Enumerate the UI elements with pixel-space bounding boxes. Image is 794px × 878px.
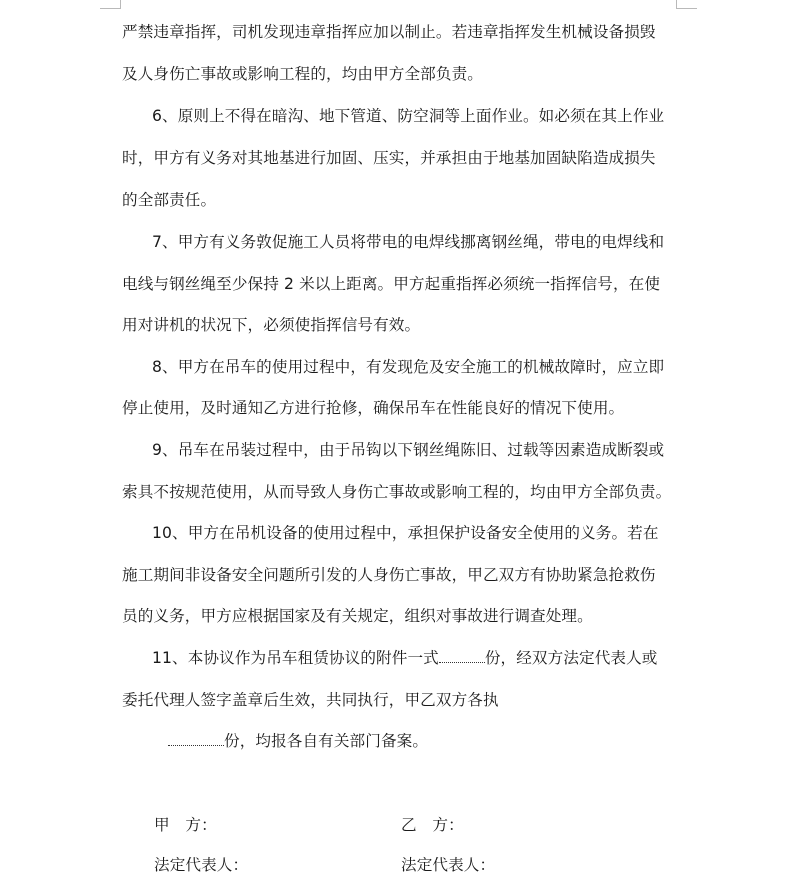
text-line: 8、甲方在吊车的使用过程中，有发现危及安全施工的机械故障时，应立即	[152, 358, 665, 376]
text-line: 停止使用，及时通知乙方进行抢修，确保吊车在性能良好的情况下使用。	[122, 399, 625, 417]
text-line: 6、原则上不得在暗沟、地下管道、防空洞等上面作业。如必须在其上作业	[152, 107, 665, 125]
clause-11-text-start: 11、本协议作为吊车租赁协议的附件一式	[152, 649, 439, 667]
legal-representative-a-label: 法定代表人：	[154, 856, 249, 874]
party-a-label: 甲 方：	[154, 816, 217, 834]
text-line: 施工期间非设备安全问题所引发的人身伤亡事故，甲乙双方有协助紧急抢救伤	[122, 566, 656, 584]
text-line: 时，甲方有义务对其地基进行加固、压实，并承担由于地基加固缺陷造成损失	[122, 149, 656, 167]
text-line: 7、甲方有义务敦促施工人员将带电的电焊线挪离钢丝绳，带电的电焊线和	[152, 233, 665, 251]
page-corner-mark-right	[676, 0, 697, 9]
text-line: 委托代理人签字盖章后生效，共同执行，甲乙双方各执	[122, 691, 499, 709]
text-line: 索具不按规范使用，从而导致人身伤亡事故或影响工程的，均由甲方全部负责。	[122, 483, 672, 501]
page-corner-mark-left	[100, 0, 121, 9]
clause-11-line-3	[168, 731, 428, 751]
clause-11-line	[152, 648, 657, 668]
text-line: 的全部责任。	[122, 191, 217, 209]
copies-blank	[439, 648, 485, 663]
text-line: 10、甲方在吊机设备的使用过程中，承担保护设备安全使用的义务。若在	[152, 524, 659, 542]
clause-11-text-end: 份，经双方法定代表人或	[484, 649, 658, 667]
text-line: 用对讲机的状况下，必须使指挥信号有效。	[122, 316, 421, 334]
copies-each-blank	[168, 731, 224, 746]
text-line: 员的义务，甲方应根据国家及有关规定，组织对事故进行调查处理。	[122, 607, 593, 625]
text-line: 9、吊车在吊装过程中，由于吊钩以下钢丝绳陈旧、过载等因素造成断裂或	[152, 441, 665, 459]
party-b-label: 乙 方：	[401, 816, 464, 834]
text-line: 电线与钢丝绳至少保持 2 米以上距离。甲方起重指挥必须统一指挥信号，在使	[122, 275, 661, 293]
clause-11-line-3-text: 份，均报各自有关部门备案。	[224, 732, 429, 750]
text-line: 及人身伤亡事故或影响工程的，均由甲方全部负责。	[122, 65, 483, 83]
legal-representative-b-label: 法定代表人：	[401, 856, 496, 874]
text-line: 严禁违章指挥，司机发现违章指挥应加以制止。若违章指挥发生机械设备损毁	[122, 23, 656, 41]
